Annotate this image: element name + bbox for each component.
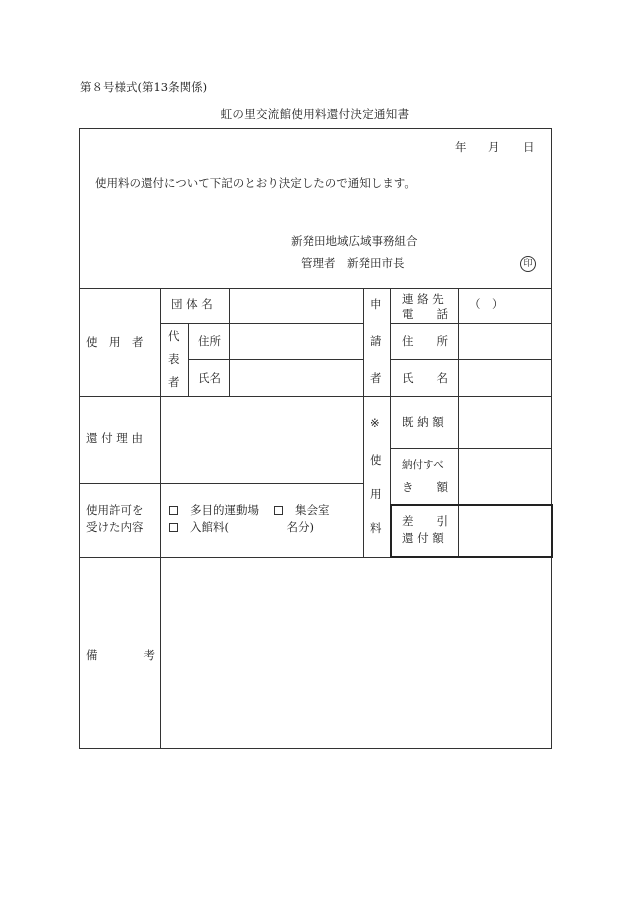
- option-entry-fee: 入館料( 名分): [190, 520, 314, 534]
- notice-body: 使用料の還付について下記のとおり決定したので通知します。: [95, 176, 416, 190]
- document-title: 虹の里交流館使用料還付決定通知書: [220, 107, 410, 121]
- form-number: 第８号様式(第13条関係): [80, 80, 208, 94]
- applicant-char-1: 申: [370, 297, 382, 311]
- fee-char-3: 料: [370, 521, 382, 535]
- divider-top-section: [79, 288, 552, 289]
- contact-label-1: 連 絡 先: [402, 292, 444, 306]
- permit-label-2: 受けた内容: [86, 520, 144, 534]
- representative-char-1: 代: [168, 329, 180, 343]
- date-year: 年: [455, 140, 467, 154]
- divider-paid-row: [390, 448, 552, 449]
- fee-note-mark: ※: [370, 416, 380, 430]
- refund-amount-label-1: 差 引: [402, 514, 448, 528]
- phone-parentheses: （ ）: [469, 297, 504, 311]
- divider-reason-row: [79, 483, 363, 484]
- app-name-label: 氏 名: [402, 371, 448, 385]
- col-divider-applicant: [363, 288, 364, 557]
- refund-reason-label: 還 付 理 由: [86, 431, 143, 445]
- option-sports-field: 多目的運動場: [190, 503, 259, 517]
- checkbox-entry-fee[interactable]: [169, 523, 178, 532]
- divider-contact-row: [390, 323, 552, 324]
- checkbox-sports-field[interactable]: [169, 506, 178, 515]
- col-divider-label: [160, 288, 161, 749]
- date-month: 月: [488, 140, 500, 154]
- refund-amount-label-2: 還 付 額: [402, 531, 444, 545]
- user-label: 使 用 者: [86, 335, 144, 349]
- fee-char-2: 用: [370, 487, 382, 501]
- fee-char-1: 使: [370, 453, 382, 467]
- address-label: 住所: [198, 334, 221, 348]
- divider-user-section: [79, 396, 552, 397]
- date-day: 日: [523, 140, 535, 154]
- contact-label-2: 電 話: [402, 307, 448, 321]
- representative-char-3: 者: [168, 375, 180, 389]
- due-amount-label-1: 納付すべ: [402, 459, 444, 471]
- issuer-org: 新発田地域広域事務組合: [291, 234, 418, 248]
- applicant-char-3: 者: [370, 371, 382, 385]
- app-address-label: 住 所: [402, 334, 448, 348]
- remarks-label: 備 考: [86, 648, 155, 662]
- group-name-label: 団 体 名: [171, 297, 213, 311]
- divider-app-address-row: [390, 359, 552, 360]
- seal-mark: 印: [520, 256, 536, 272]
- divider-group-row: [160, 323, 364, 324]
- applicant-char-2: 請: [370, 334, 382, 348]
- col-divider-rep: [188, 323, 189, 396]
- permit-label-1: 使用許可を: [86, 503, 144, 517]
- checkbox-meeting-room[interactable]: [274, 506, 283, 515]
- option-meeting-room: 集会室: [295, 503, 330, 517]
- due-amount-label-2: き 額: [402, 480, 448, 494]
- col-divider-field: [229, 288, 230, 396]
- issuer-title: 管理者 新発田市長: [301, 256, 405, 270]
- divider-address-row: [188, 359, 364, 360]
- name-label: 氏名: [198, 371, 221, 385]
- paid-amount-label: 既 納 額: [402, 415, 444, 429]
- representative-char-2: 表: [168, 352, 180, 366]
